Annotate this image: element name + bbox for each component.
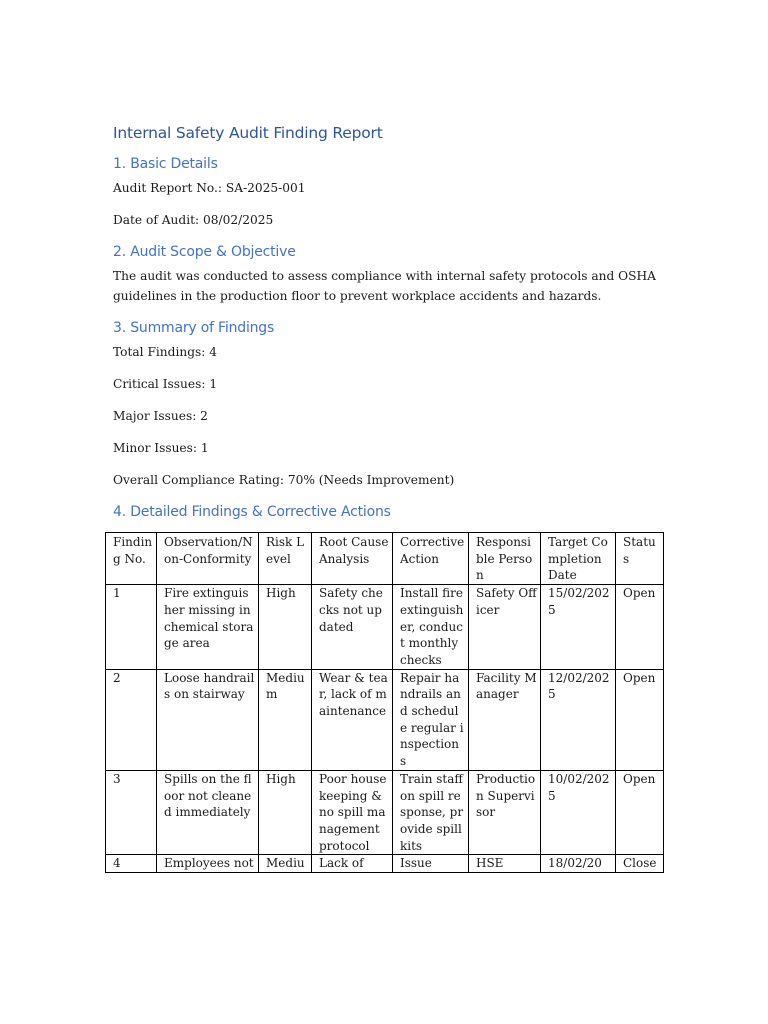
cell-finding-no: 2 [106,669,157,770]
table-header-row [106,533,664,585]
summary-minor: Minor Issues: 1 [113,441,209,455]
audit-date: Date of Audit: 08/02/2025 [113,213,274,227]
cell-observation: Employees not [157,855,259,873]
cell-corrective-action: Train staff on spill response, provide spill kits [393,770,469,855]
cell-risk-level: High [259,585,312,670]
cell-root-cause: Poor housekeeping & no spill management protocol [312,770,393,855]
cell-responsible-person: HSE [469,855,541,873]
cell-responsible-person: Facility Manager [469,669,541,770]
table-row [106,585,664,670]
summary-major: Major Issues: 2 [113,409,208,423]
header-target-date: Target Completion Date [541,533,616,585]
table-row [106,770,664,855]
section-heading-summary: 3. Summary of Findings [113,320,275,336]
summary-total: Total Findings: 4 [113,345,217,359]
cell-root-cause: Safety checks not updated [312,585,393,670]
cell-status: Open [616,585,664,670]
cell-finding-no: 3 [106,770,157,855]
cell-finding-no: 4 [106,855,157,873]
cell-corrective-action: Install fire extinguisher, conduct monthly checks [393,585,469,670]
cell-status: Open [616,669,664,770]
audit-report-number: Audit Report No.: SA-2025-001 [113,181,306,195]
cell-risk-level: Medium [259,669,312,770]
header-finding-no: Finding No. [106,533,157,585]
header-observation: Observation/Non-Conformity [157,533,259,585]
summary-rating: Overall Compliance Rating: 70% (Needs Improvement) [113,473,455,487]
cell-corrective-action: Issue [393,855,469,873]
report-title: Internal Safety Audit Finding Report [113,124,383,142]
section-heading-basic-details: 1. Basic Details [113,156,218,172]
cell-root-cause: Wear & tear, lack of maintenance [312,669,393,770]
cell-root-cause: Lack of [312,855,393,873]
cell-observation: Spills on the floor not cleaned immediately [157,770,259,855]
scope-text: The audit was conducted to assess compliance with internal safety protocols and OSHA guidelines in the production floor to prevent workplace accidents and hazards. [113,269,656,303]
header-corrective-action: Corrective Action [393,533,469,585]
document-body [113,124,673,526]
cell-target-date: 18/02/20 [541,855,616,873]
section-heading-detailed-findings: 4. Detailed Findings & Corrective Actions [113,504,391,520]
summary-critical: Critical Issues: 1 [113,377,218,391]
cell-finding-no: 1 [106,585,157,670]
cell-responsible-person: Safety Officer [469,585,541,670]
findings-table [105,532,664,873]
cell-responsible-person: Production Supervisor [469,770,541,855]
cell-observation: Loose handrails on stairway [157,669,259,770]
section-heading-scope: 2. Audit Scope & Objective [113,244,296,260]
cell-target-date: 12/02/2025 [541,669,616,770]
table-row [106,669,664,770]
cell-risk-level: High [259,770,312,855]
cell-corrective-action: Repair handrails and schedule regular inspections [393,669,469,770]
table-row [106,855,664,873]
cell-risk-level: Mediu [259,855,312,873]
header-responsible-person: Responsible Person [469,533,541,585]
cell-target-date: 10/02/2025 [541,770,616,855]
cell-status: Open [616,770,664,855]
cell-observation: Fire extinguisher missing in chemical storage area [157,585,259,670]
cell-status: Close [616,855,664,873]
header-root-cause: Root Cause Analysis [312,533,393,585]
header-risk-level: Risk Level [259,533,312,585]
header-status: Status [616,533,664,585]
cell-target-date: 15/02/2025 [541,585,616,670]
